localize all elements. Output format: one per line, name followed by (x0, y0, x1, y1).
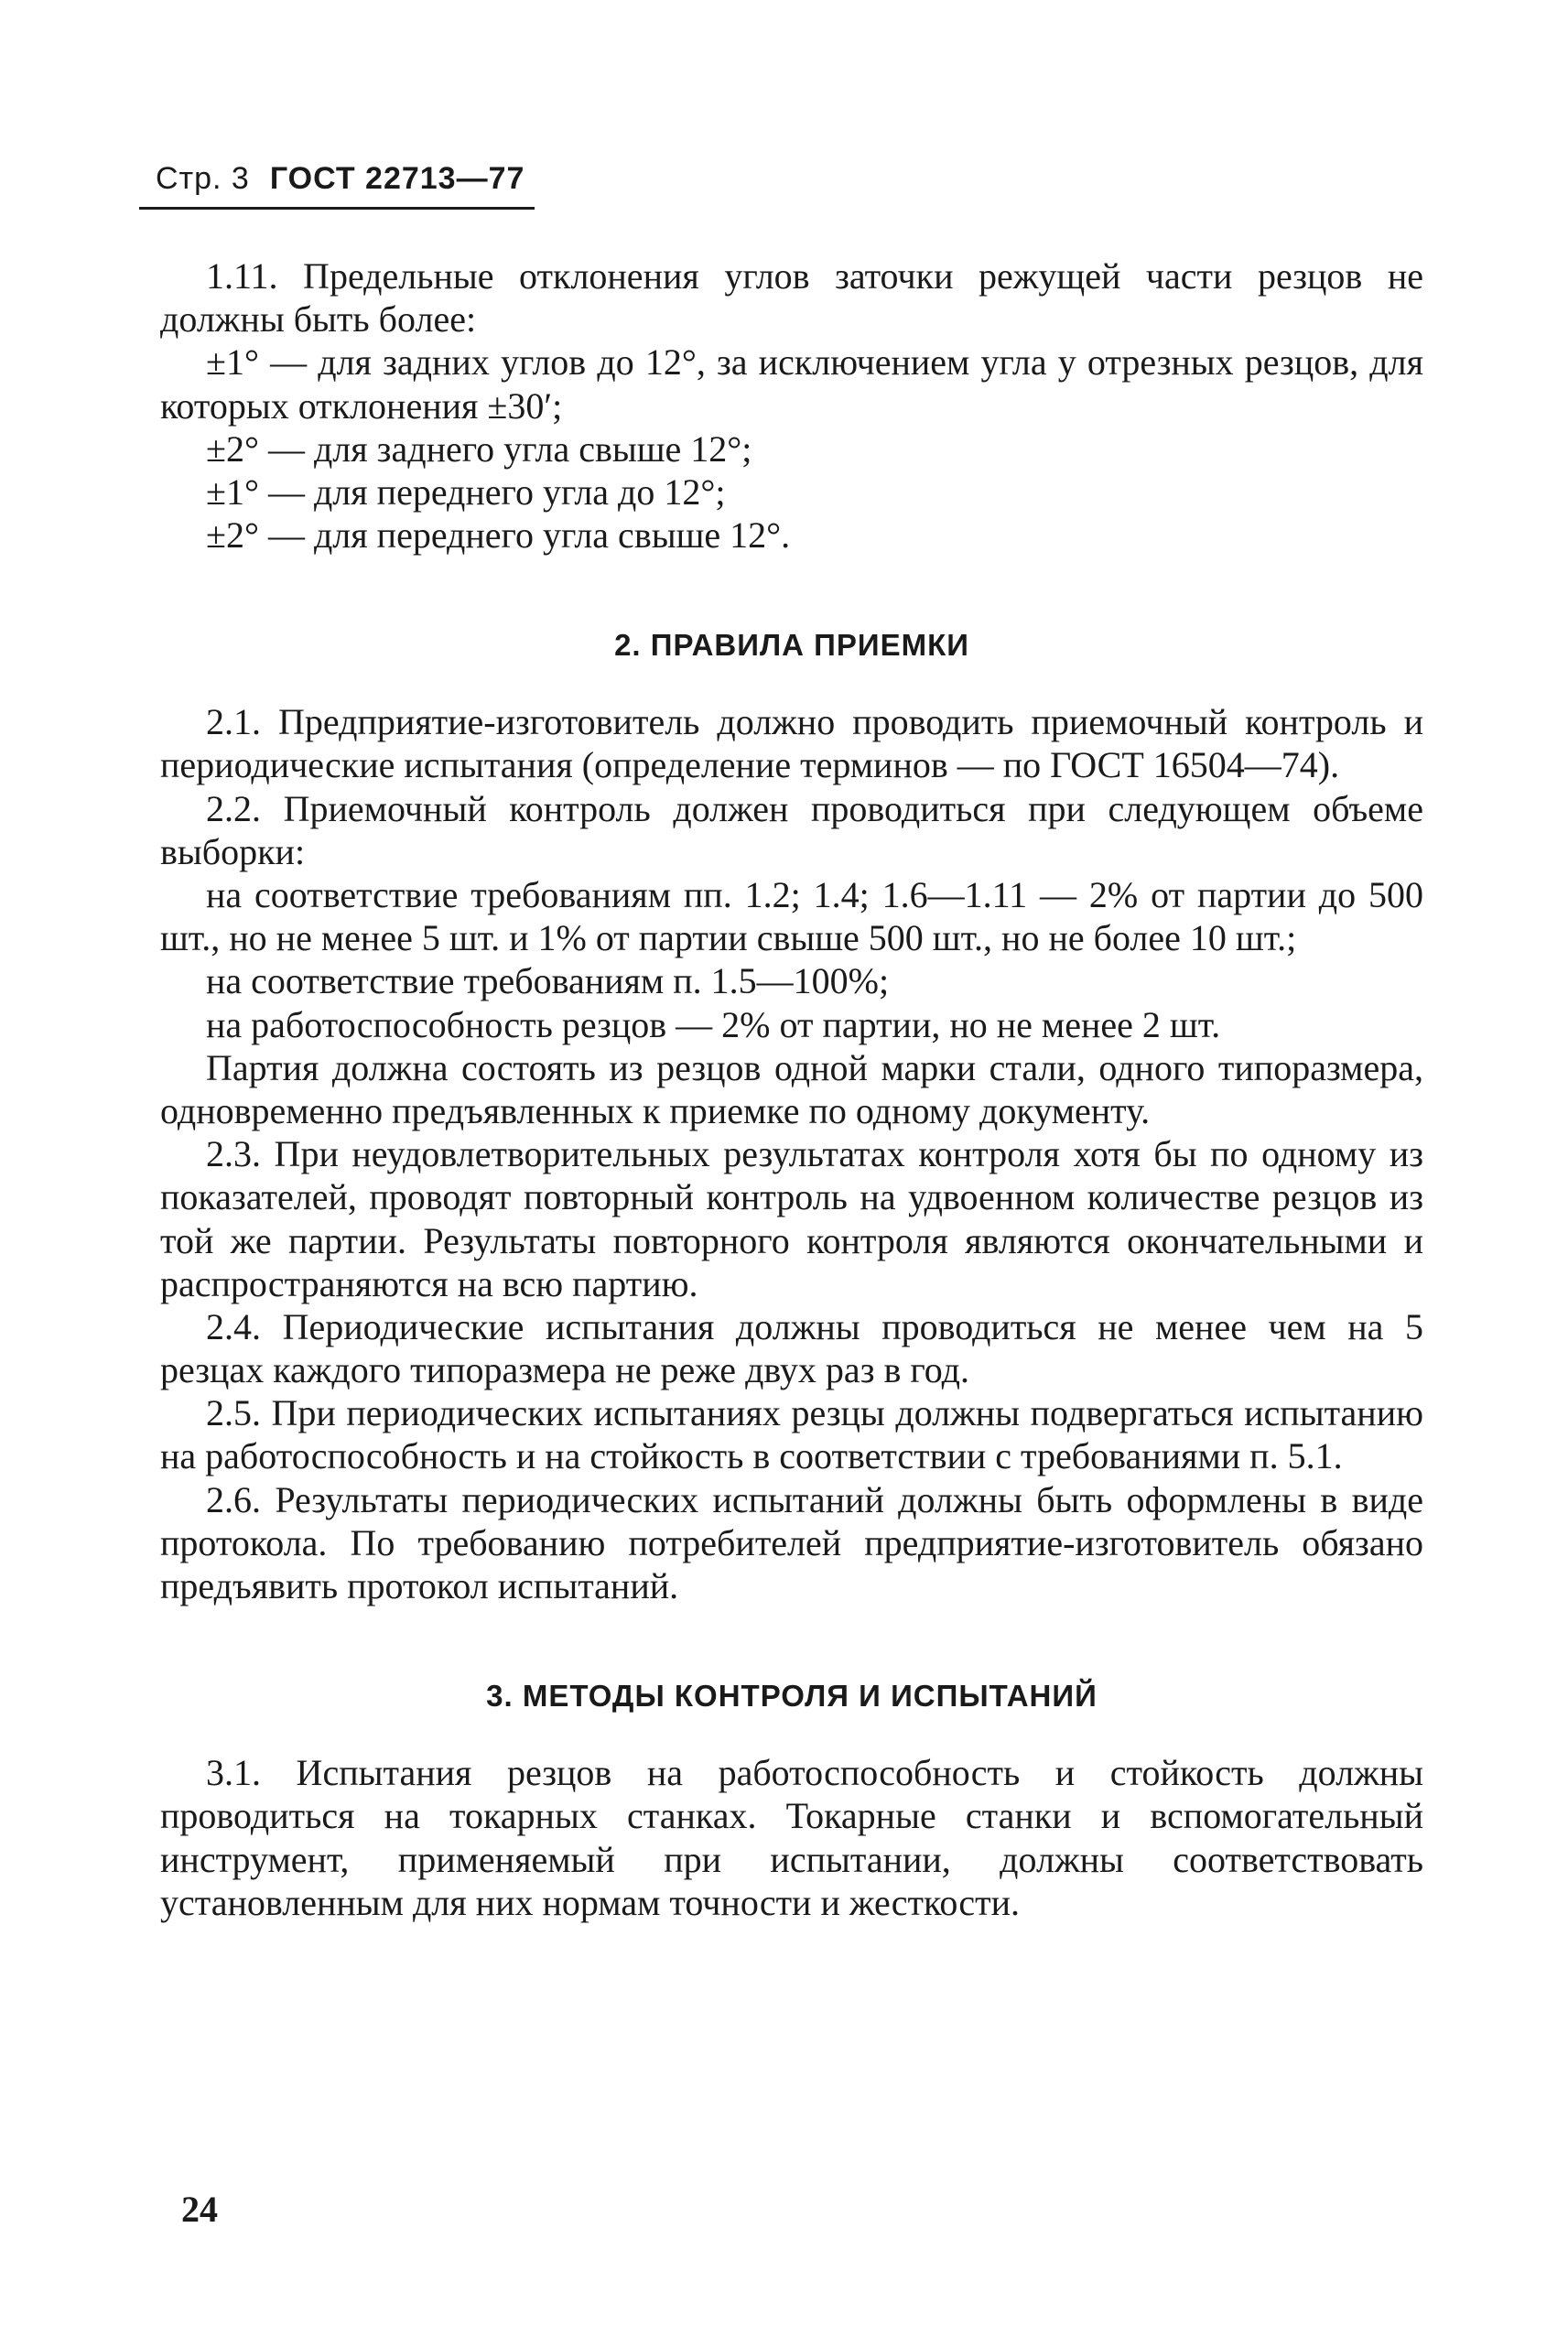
tolerance-item: ±2° — для переднего угла свыше 12°. (206, 514, 791, 557)
section-heading: 2. ПРАВИЛА ПРИЕМКИ (614, 628, 969, 663)
tolerance-item: ±2° — для заднего угла свыше 12°; (206, 427, 752, 470)
section-2 (160, 628, 1423, 1607)
tolerance-item: ±1° — для переднего угла до 12°; (206, 470, 726, 513)
page-number: 24 (181, 2189, 218, 2230)
running-header (156, 161, 524, 197)
paragraph-2-2: 2.2. Приемочный контроль должен проводиться при следующем объеме выборки: (160, 787, 1423, 872)
section-1-tail (160, 254, 1423, 557)
paragraph-2-1: 2.1. Предприятие-изготовитель должно проводить приемочный контроль и периодические испытания (определение терминов — по ГОСТ 16504—74). (160, 701, 1423, 786)
header-rule (139, 207, 535, 210)
tolerance-item: ±1° — для задних углов до 12°, за исключением угла у отрезных резцов, для которых отклонения ±30′; (160, 341, 1423, 427)
document-body (160, 254, 1423, 1924)
section-heading: 3. МЕТОДЫ КОНТРОЛЯ И ИСПЫТАНИЙ (486, 1679, 1098, 1714)
paragraph-2-3: 2.3. При неудовлетворительных результатах контроля хотя бы по одному из показателей, проводят повторный контроль на удвоенном количестве резцов из той же партии. Результаты повторного контроля являются окончательными и распространяются на всю партию. (160, 1133, 1423, 1304)
paragraph-2-4: 2.4. Периодические испытания должны проводиться не менее чем на 5 резцах каждого типоразмера не реже двух раз в год. (160, 1305, 1423, 1391)
page-label: Стр. 3 (156, 161, 250, 196)
paragraph-2-5: 2.5. При периодических испытаниях резцы должны подвергаться испытанию на работоспособность и на стойкость в соответствии с требованиями п. 5.1. (160, 1392, 1423, 1477)
standard-number: ГОСТ 22713—77 (269, 161, 525, 196)
paragraph-lot: Партия должна состоять из резцов одной марки стали, одного типоразмера, одновременно предъявленных к приемке по одному документу. (160, 1046, 1423, 1131)
paragraph-3-1: 3.1. Испытания резцов на работоспособность и стойкость должны проводиться на токарных станках. Токарные станки и вспомогательный инструмент, применяемый при испытании, должны соответствовать установленным для них нормам точности и жесткости. (160, 1752, 1423, 1923)
paragraph-2-6: 2.6. Результаты периодических испытаний должны быть оформлены в виде протокола. По требованию потребителей предприятие-изготовитель обязано предъявить протокол испытаний. (160, 1478, 1423, 1606)
sample-item: на соответствие требованиям п. 1.5—100%; (206, 960, 890, 1002)
paragraph-1-11: 1.11. Предельные отклонения углов заточки режущей части резцов не должны быть более: (160, 255, 1423, 341)
section-3 (160, 1679, 1423, 1924)
sample-item: на работоспособность резцов — 2% от партии, но не менее 2 шт. (206, 1003, 1221, 1045)
sample-item: на соответствие требованиям пп. 1.2; 1.4; 1.6—1.11 — 2% от партии до 500 шт., но не менее 5 шт. и 1% от партии свыше 500 шт., но не более 10 шт.; (160, 874, 1423, 959)
